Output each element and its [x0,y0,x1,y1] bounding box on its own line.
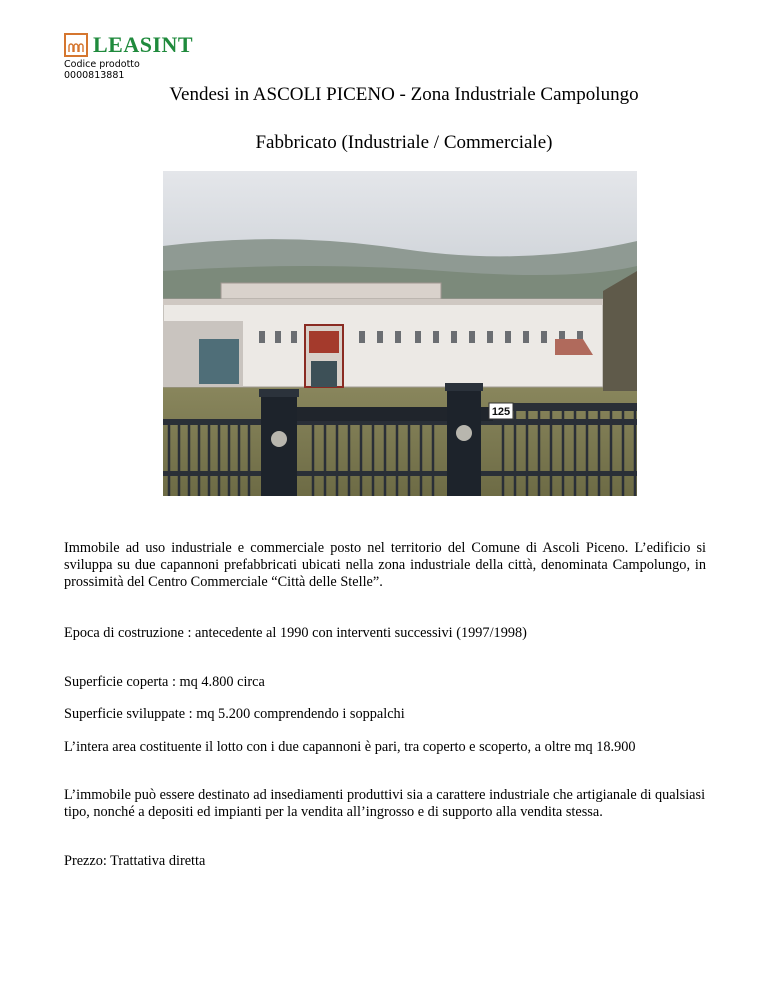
entrance-door [311,361,337,387]
building-photo [163,171,637,496]
product-code-label: Codice prodotto [64,59,140,70]
construction-epoch: Epoca di costruzione : antecedente al 1990 con interventi successivi (1997/1998) [64,625,527,641]
building-photo-illustration [163,171,637,496]
grass-field [163,371,637,496]
right-fence-top [493,403,637,411]
post-emblem-right [456,425,472,441]
leasint-arches-icon [64,33,88,57]
page-title: Vendesi in ASCOLI PICENO - Zona Industriale Campolungo [169,84,639,105]
brand-name: LEASINT [93,32,194,57]
roof-edge [163,299,603,305]
number-sign-text: 125 [491,406,511,418]
price: Prezzo: Trattativa diretta [64,853,206,869]
trees [603,271,637,391]
product-code [64,59,140,81]
covered-area: Superficie coperta : mq 4.800 circa [64,674,265,690]
leasint-logo [64,33,193,57]
red-panel [309,331,339,353]
gate-post-right [447,387,481,496]
intended-use-paragraph: L’immobile può essere destinato ad insediamenti produttivi sia a carattere industriale che artigianale di qualsiasi tipo, nonché a depositi ed impianti per la vendita all’ingrosso e di supporto alla vendita stessa. [64,787,706,820]
page-subtitle: Fabbricato (Industriale / Commerciale) [255,132,553,153]
total-lot-area: L’intera area costituente il lotto con i due capannoni è pari, tra coperto e scoperto, a oltre mq 18.900 [64,739,636,755]
left-glass [199,339,239,384]
fence-rail-bottom [163,471,637,476]
description-paragraph: Immobile ad uso industriale e commerciale posto nel territorio del Comune di Ascoli Piceno. L’edificio si sviluppa su due capannoni prefabbricati ubicati nella zona industriale della città, denominata Campolungo, in prossimità del Centro Commerciale “Città delle Stelle”. [64,540,706,590]
post-emblem-left [271,431,287,447]
developed-area: Superficie sviluppate : mq 5.200 comprendendo i soppalchi [64,706,405,722]
product-code-value: 0000813881 [64,70,125,81]
